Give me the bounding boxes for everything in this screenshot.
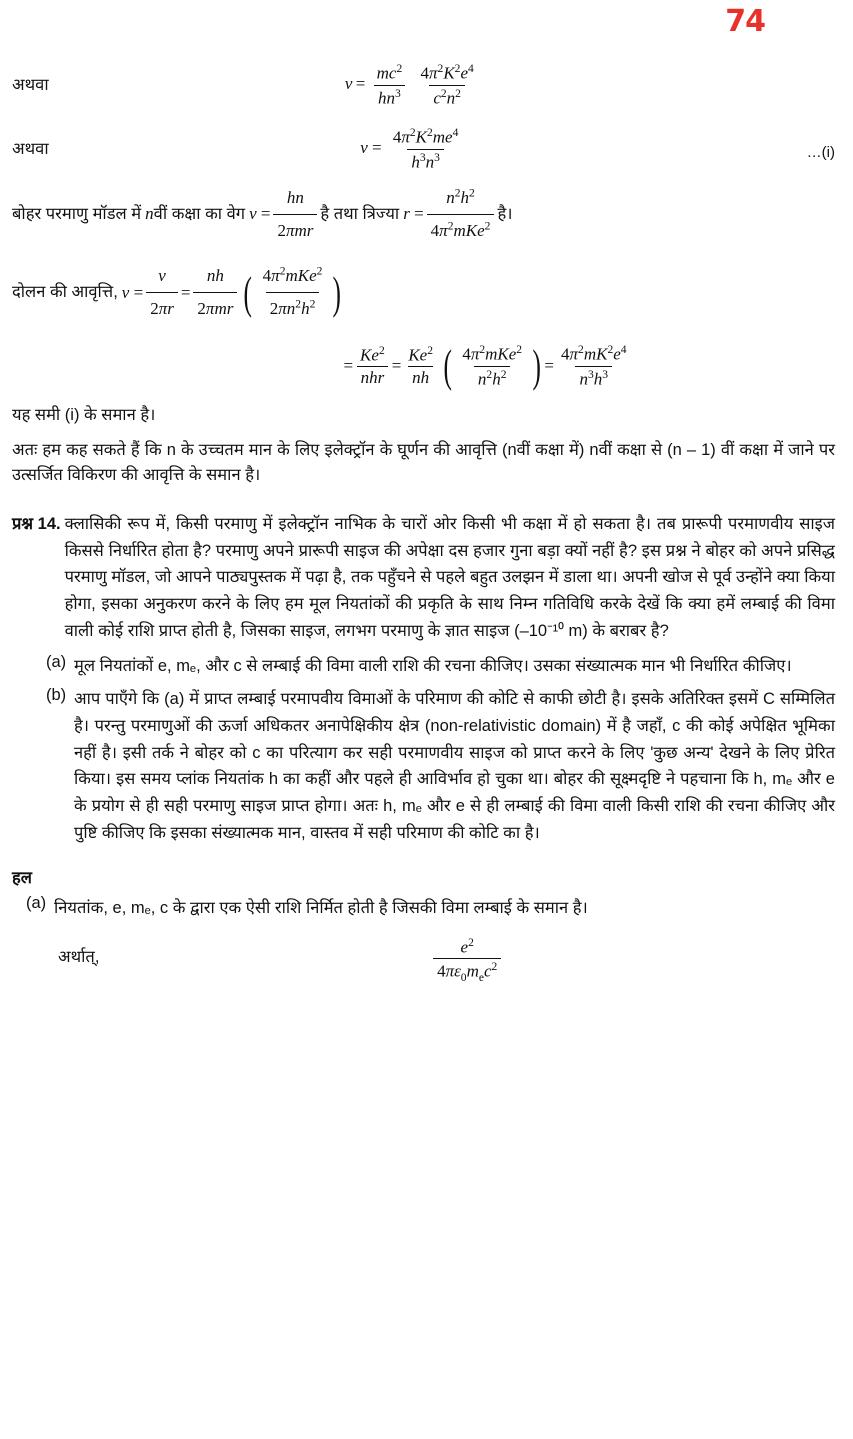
same-as-eq-i: यह समी (i) के समान है। xyxy=(12,406,156,425)
solution-heading: हल xyxy=(12,868,32,887)
solution-part-a xyxy=(12,894,835,922)
velocity-expression: v = $\frac{hn}{\text{2πmr}}$ xyxy=(249,183,320,247)
inline-n: n xyxy=(145,204,154,224)
question-heading xyxy=(12,511,835,645)
part-b-text: आप पाएँगे कि (a) में प्राप्त लम्बाई परमापवीय विमाओं के परिमाण की कोटि से काफी छोटी है। इसके अतिरिक्त इसमें C सम्मिलित है। परन्तु परमाणुओं की ऊर्जा अधिकतर अनापेक्षिकीय क्षेत्र (non-relativistic domain) में है जहाँ, c की कोई अपेक्षित भूमिका नहीं है। इसी तर्क ने बोहर को c का परित्याग कर सही परमाणवीय साइज को प्राप्त करने के लिए 'कुछ अन्य' देखने के लिए प्रेरित किया। इस समय प्लांक नियतांक h का कहीं और पहले ही आविर्भाव हो चुका था। बोहर की सूक्ष्मदृष्टि ने पहचाना कि h, mₑ और e के प्रयोग से ही सही परमाणु साइज प्राप्त होगा। अतः h, mₑ और e से ही लम्बाई की विमा वाली किसी राशि की रचना कीजिए और पुष्टि कीजिए कि इसका संख्यात्मक मान, वास्तव में सही परिमाण की कोटि का है। xyxy=(74,690,835,842)
page-number: 74 xyxy=(725,4,765,39)
bohr-text-a: बोहर परमाणु मॉडल में xyxy=(12,204,142,223)
solution-final-equation: $\frac{e^2}{4\pi\varepsilon_0m_ec^2}$ xyxy=(99,936,835,985)
question-block xyxy=(12,511,835,847)
equation-2: v = $\frac{4\pi^2K^2me^4}{h^3n^3}$ xyxy=(360,126,459,172)
conclusion-paragraph: अतः हम कह सकते हैं कि n के उच्चतम मान के लिए इलेक्ट्रॉन के घूर्णन की आवृत्ति (nवीं कक्षा में) nवीं कक्षा से (n – 1) वीं कक्षा में जाने पर उत्सर्जित विकिरण की आवृत्ति के समान है। xyxy=(12,440,835,485)
question-label: प्रश्न 14. xyxy=(12,515,61,533)
athva-label-2: अथवा xyxy=(12,140,49,159)
question-text: क्लासिकी रूप में, किसी परमाणु में इलेक्ट्रॉन नाभिक के चारों ओर किसी भी कक्षा में हो सकता है। तब प्रारूपी परमाणवीय साइज किससे निर्धारित होता है? परमाणु अपने प्रारूपी साइज की अपेक्षा दस हजार गुना बड़ा क्यों नहीं है? इस प्रश्न ने बोहर को अपने प्रसिद्ध परमाणु मॉडल, जो आपने पाठ्यपुस्तक में पढ़ा है, तक पहुँचने से पहले बहुत उलझन में डाला था। अपनी खोज से पूर्व उन्होंने क्या किया होगा, इसका अनुकरण करने के लिए हम मूल नियतांकों की प्रकृति के साथ निम्न गतिविधि करके देखें कि क्या हमें लम्बाई की विमा वाली कोई राशि प्राप्त होती है, जिसका साइज, लगभग परमाणु के ज्ञात साइज (–10⁻¹⁰ m) के बराबर है? xyxy=(64,515,835,640)
oscillation-frequency-line xyxy=(12,261,835,325)
equation-row-1 xyxy=(12,62,835,108)
part-a-marker: (a) xyxy=(46,652,67,671)
equation-number-blank xyxy=(777,62,835,80)
solution-a-text: नियतांक, e, mₑ, c के द्वारा एक ऐसी राशि निर्मित होती है जिसकी विमा लम्बाई के समान है। xyxy=(54,898,588,917)
oscillation-continued: = $\frac{Ke^2}{\text{nhr}}$ = $\frac{Ke^2}{nh}$ ( $\frac{4\pi^2mKe^2}{n^2h^2}$ ) = $\frac{4\pi^2mK^2e^4}{n^3h^3}$ xyxy=(343,339,627,391)
bohr-text-d: है। xyxy=(497,204,513,223)
equation-1: v = $\frac{mc^2}{hn^3}$ $\frac{4\pi^2K^2e^4}{c^2n^2}$ xyxy=(344,62,474,108)
arthat-label: अर्थात्, xyxy=(58,947,100,966)
equation-number-i: …(i) xyxy=(806,144,835,162)
part-a-text: मूल नियतांकों e, mₑ, और c से लम्बाई की विमा वाली राशि की रचना कीजिए। उसका संख्यात्मक मान भी निर्धारित कीजिए। xyxy=(74,656,792,675)
part-b-marker: (b) xyxy=(46,686,67,705)
oscillation-expression: ν = $\frac{v}{2\pi r}$ = $\frac{nh}{\text{2πmr}}$ ( $\frac{4\pi^2mKe^2}{2\pi n^2h^2}$ ) xyxy=(122,261,345,325)
solution-a-marker: (a) xyxy=(26,893,47,912)
athva-label-1: अथवा xyxy=(12,76,49,94)
bohr-model-line xyxy=(12,183,835,247)
question-parts xyxy=(12,653,835,847)
equation-row-2 xyxy=(12,126,835,172)
question-part-b xyxy=(46,686,835,846)
radius-expression: r = $\frac{n^2h^2}{4\pi^2mKe^2}$ xyxy=(403,183,497,247)
oscillation-label: दोलन की आवृत्ति, xyxy=(12,283,118,302)
arthat-row xyxy=(12,936,835,985)
question-part-a xyxy=(46,653,835,680)
bohr-text-c: है तथा त्रिज्या xyxy=(320,204,400,223)
bohr-text-b: वीं कक्षा का वेग xyxy=(153,204,246,223)
